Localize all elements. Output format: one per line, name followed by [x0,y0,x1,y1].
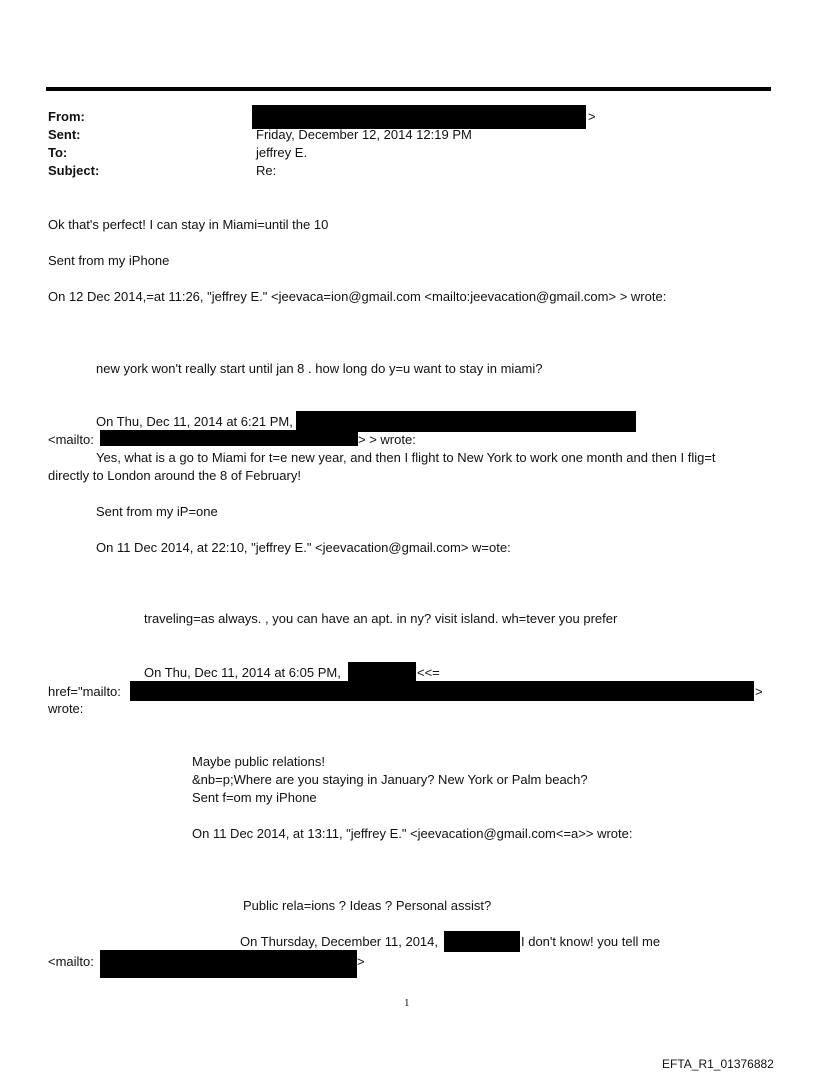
mailto-suffix: > [357,954,365,969]
body-line: Sent f=om my iPhone [192,790,317,805]
mailto-prefix: <mailto: [48,432,94,447]
quote-header: On Thursday, December 11, 2014, [240,934,438,949]
document-id: EFTA_R1_01376882 [662,1057,774,1071]
mailto-prefix: <mailto: [48,954,94,969]
body-line: traveling=as always. , you can have an apt. in ny? visit island. wh=tever you prefer [144,611,618,626]
sent-label: Sent: [48,127,81,142]
quote-header: On 11 Dec 2014, at 22:10, "jeffrey E." <jeevacation@gmail.com> w=ote: [96,540,511,555]
body-line: wrote: [48,701,84,716]
quote-header: On Thu, Dec 11, 2014 at 6:05 PM, [144,665,341,680]
quote-header: On 12 Dec 2014,=at 11:26, "jeffrey E." <jeevaca=ion@gmail.com <mailto:jeevacation@gmail.com> > wrote: [48,289,667,304]
body-line: I don't know! you tell me [521,934,661,949]
from-label: From: [48,109,85,124]
subject-value: Re: [256,163,277,178]
subject-label: Subject: [48,163,100,178]
page-number: 1 [404,997,410,1009]
redaction-sender [296,411,636,432]
quote-header-tail: <<= [417,665,440,680]
body-line: &nb=p;Where are you staying in January? New York or Palm beach? [192,772,588,787]
body-line: directly to London around the 8 of February! [48,468,301,483]
redaction-email-2 [100,950,357,978]
header-rule [46,87,771,91]
quote-header: On 11 Dec 2014, at 13:11, "jeffrey E." <jeevacation@gmail.com<=a>> wrote: [192,826,633,841]
from-tail: > [588,109,596,124]
body-line: Public rela=ions ? Ideas ? Personal assist? [243,898,492,913]
href-suffix: > [755,684,763,699]
to-label: To: [48,145,68,160]
redaction-href [130,681,754,701]
redaction-name [348,662,416,682]
redaction-email [100,430,358,446]
body-line: Yes, what is a go to Miami for t=e new year, and then I flight to New York to work one month and then I flig=t [96,450,716,465]
body-line: Ok that's perfect! I can stay in Miami=until the 10 [48,217,329,232]
body-line: Sent from my iPhone [48,253,170,268]
quote-header: On Thu, Dec 11, 2014 at 6:21 PM, [96,414,293,429]
body-line: Sent from my iP=one [96,504,218,519]
to-value: jeffrey E. [256,145,308,160]
body-line: Maybe public relations! [192,754,325,769]
redaction-name-2 [444,931,520,952]
sent-value: Friday, December 12, 2014 12:19 PM [256,127,472,142]
href-prefix: href="mailto: [48,684,121,699]
body-line: new york won't really start until jan 8 . how long do y=u want to stay in miami? [96,361,543,376]
mailto-suffix: > > wrote: [358,432,416,447]
